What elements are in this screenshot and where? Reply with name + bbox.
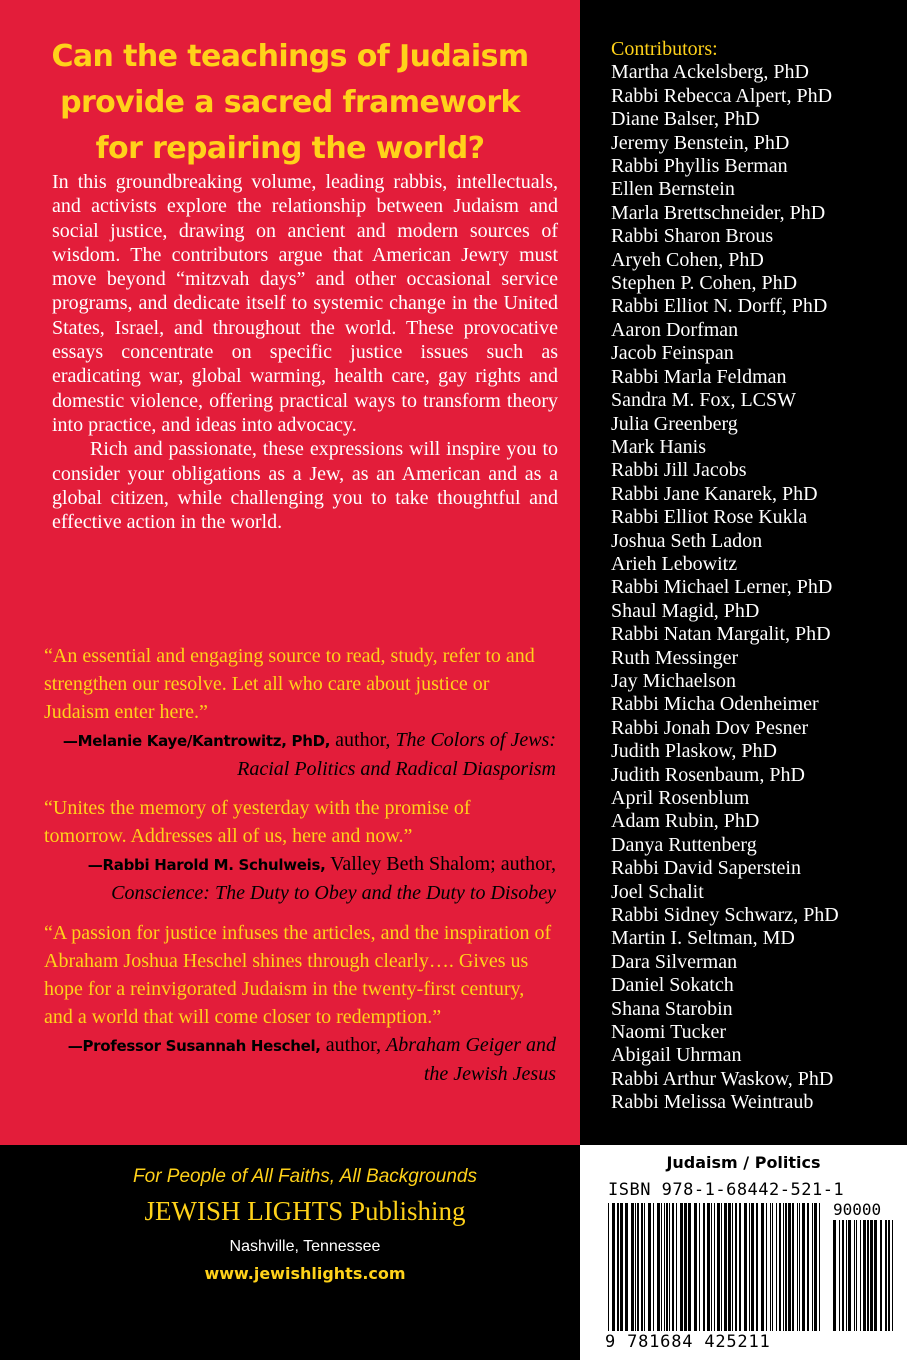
endorsement-quote-1 <box>44 642 556 783</box>
ean-digits: 9 781684 425211 <box>605 1332 771 1352</box>
publisher-location: Nashville, Tennessee <box>229 1238 381 1255</box>
headline-line-1: Can the teachings of Judaism <box>51 39 529 74</box>
contributor-name: Danya Ruttenberg <box>611 833 757 856</box>
barcode-bar <box>664 1203 665 1331</box>
book-category: Judaism / Politics <box>666 1153 821 1172</box>
barcode-bar <box>814 1203 817 1331</box>
contributor-name: Rabbi Elliot N. Dorff, PhD <box>611 295 828 318</box>
contributor-name: Judith Plaskow, PhD <box>611 740 777 763</box>
contributor-name: Rabbi Melissa Weintraub <box>611 1091 814 1114</box>
barcode-bar <box>680 1203 683 1331</box>
quote-text: “Unites the memory of yesterday with the promise of tomorrow. Addresses all of us, here and now.” <box>44 797 471 847</box>
barcode-bar <box>819 1203 820 1331</box>
barcode-bar <box>785 1203 787 1331</box>
barcode-bar <box>756 1203 758 1331</box>
barcode-bar <box>792 1203 794 1331</box>
contributor-name: Rabbi Elliot Rose Kukla <box>611 506 808 529</box>
contributor-name: Rabbi Arthur Waskow, PhD <box>611 1067 834 1090</box>
contributor-name: Rabbi Natan Margalit, PhD <box>611 623 831 646</box>
isbn-barcode <box>608 1203 826 1331</box>
barcode-bar <box>703 1203 705 1331</box>
barcode-bar <box>856 1220 857 1331</box>
barcode-bar <box>625 1203 628 1331</box>
barcode-bar <box>867 1220 869 1331</box>
contributors-list <box>611 61 901 1114</box>
barcode-bar <box>676 1203 677 1331</box>
description <box>52 170 558 534</box>
barcode-bar <box>761 1203 764 1331</box>
quote-author-role: Valley Beth Shalom; author, <box>325 853 556 875</box>
barcode-bar <box>657 1203 660 1331</box>
contributor-name: Shaul Magid, PhD <box>611 599 760 622</box>
barcode-bar <box>802 1203 805 1331</box>
barcode-bar <box>735 1203 737 1331</box>
barcode-bar <box>714 1203 715 1331</box>
barcode-bar <box>779 1203 781 1331</box>
barcode-bar <box>635 1203 636 1331</box>
quote-attribution <box>44 850 556 907</box>
barcode-bar <box>751 1203 754 1331</box>
contributor-name: Jay Michaelson <box>611 669 736 692</box>
barcode-bar <box>885 1220 887 1331</box>
quote-work: Abraham Geiger and the Jewish Jesus <box>386 1034 556 1085</box>
barcode-bar <box>666 1203 668 1331</box>
barcode-bar <box>711 1203 712 1331</box>
quote-author-role: author, <box>320 1034 387 1056</box>
barcode-bar <box>717 1203 720 1331</box>
contributor-name: Martha Ackelsberg, PhD <box>611 61 809 84</box>
quote-author: —Professor Susannah Heschel, <box>67 1037 321 1055</box>
description-paragraph-1: In this groundbreaking volume, leading rabbis, intellectuals, and activists explore the relationship between Judaism and social justice, drawing on ancient and modern sources of wisdom. The contributors argue that American Jewry must move beyond “mitzvah days” and other occasional service programs, and dedicate itself to systemic change in the United States, Israel, and throughout the world. These provocative essays concentrate on specific justice issues such as eradicating war, global warming, health care, gay rights and domestic violence, offering practical ways to transform theory into practice, and ideas into advocacy. <box>52 171 558 436</box>
barcode-bar <box>797 1203 798 1331</box>
barcode-bar <box>833 1220 836 1331</box>
barcode-bar <box>620 1203 623 1331</box>
contributor-name: Naomi Tucker <box>611 1021 726 1044</box>
contributor-name: Julia Greenberg <box>611 412 738 435</box>
barcode-bar <box>684 1203 687 1331</box>
contributor-name: Joel Schalit <box>611 880 704 903</box>
barcode-bar <box>688 1203 691 1331</box>
price-code: 90000 <box>833 1200 882 1219</box>
quote-text: “A passion for justice infuses the articles, and the inspiration of Abraham Joshua Heschel shines through clearly…. Gives us hope for a reinvigorated Judaism in the twenty-first century, and a world that will come closer to redemption.” <box>44 922 552 1028</box>
contributor-name: Rabbi David Saperstein <box>611 857 801 880</box>
contributor-name: Marla Brettschneider, PhD <box>611 201 826 224</box>
barcode-bar <box>854 1220 855 1331</box>
contributor-name: Ellen Bernstein <box>611 178 735 201</box>
contributor-name: Arieh Lebowitz <box>611 552 738 575</box>
contributor-name: Rabbi Michael Lerner, PhD <box>611 576 833 599</box>
barcode-bar <box>839 1220 840 1331</box>
quote-attribution <box>44 726 556 783</box>
quote-author-role: author, <box>330 729 396 751</box>
price-barcode <box>833 1220 897 1331</box>
headline <box>30 34 550 172</box>
contributor-name: Daniel Sokatch <box>611 974 734 997</box>
barcode-bar <box>612 1203 615 1331</box>
barcode-bar <box>653 1203 654 1331</box>
endorsement-quote-3 <box>44 919 556 1088</box>
contributor-name: Aryeh Cohen, PhD <box>611 248 764 271</box>
contributor-name: Diane Balser, PhD <box>611 108 760 131</box>
barcode-bar <box>766 1203 767 1331</box>
quote-attribution <box>44 1031 556 1088</box>
barcode-bar <box>842 1220 844 1331</box>
barcode-bar <box>732 1203 733 1331</box>
barcode-bar <box>776 1203 777 1331</box>
barcode-bar <box>728 1203 731 1331</box>
quote-text: “An essential and engaging source to read, study, refer to and strengthen our resolve. Let all who care about justice or Judaism enter here.” <box>44 645 535 723</box>
contributor-name: Rabbi Marla Feldman <box>611 365 787 388</box>
contributor-name: Rabbi Rebecca Alpert, PhD <box>611 84 833 107</box>
contributors-title: Contributors: <box>611 38 718 60</box>
contributor-name: Rabbi Jonah Dov Pesner <box>611 716 809 739</box>
barcode-bar <box>874 1220 877 1331</box>
contributor-name: Rabbi Micha Odenheimer <box>611 693 819 716</box>
contributor-name: Judith Rosenbaum, PhD <box>611 763 805 786</box>
isbn-number: ISBN 978-1-68442-521-1 <box>608 1180 845 1200</box>
contributor-name: Martin I. Seltman, MD <box>611 927 795 950</box>
contributor-name: Aaron Dorfman <box>611 318 739 341</box>
publisher-name: JEWISH LIGHTS Publishing <box>144 1196 466 1226</box>
barcode-bar <box>799 1203 800 1331</box>
contributor-name: April Rosenblum <box>611 787 750 809</box>
barcode-bar <box>724 1203 727 1331</box>
quote-work: The Colors of Jews: Racial Politics and Radical Diasporism <box>237 729 556 780</box>
barcode-bar <box>888 1220 890 1331</box>
barcode-bar <box>739 1203 741 1331</box>
contributor-name: Rabbi Sharon Brous <box>611 225 774 248</box>
barcode-bar <box>672 1203 674 1331</box>
contributor-name: Jacob Feinspan <box>611 342 734 365</box>
barcode-bar <box>648 1203 651 1331</box>
barcode-bar <box>669 1203 670 1331</box>
barcode-bar <box>644 1203 645 1331</box>
barcode-bar <box>860 1220 861 1331</box>
contributor-name: Ruth Messinger <box>611 646 739 669</box>
barcode-bar <box>772 1203 773 1331</box>
barcode-bar <box>707 1203 710 1331</box>
contributor-name: Mark Hanis <box>611 435 706 458</box>
contributor-name: Stephen P. Cohen, PhD <box>611 272 798 295</box>
barcode-bar <box>863 1220 866 1331</box>
quote-author: —Melanie Kaye/Kantrowitz, PhD, <box>62 732 331 750</box>
barcode-bar <box>637 1203 639 1331</box>
barcode-bar <box>617 1203 619 1331</box>
contributor-name: Rabbi Sidney Schwarz, PhD <box>611 904 839 927</box>
barcode-bar <box>807 1203 809 1331</box>
barcode-bar <box>608 1203 609 1331</box>
contributor-name: Jeremy Benstein, PhD <box>611 131 790 154</box>
barcode-bar <box>661 1203 662 1331</box>
quote-author: —Rabbi Harold M. Schulweis, <box>87 856 326 874</box>
barcode-bar <box>631 1203 634 1331</box>
quote-work: Conscience: The Duty to Obey and the Duty to Disobey <box>111 882 556 904</box>
barcode-bar <box>846 1220 847 1331</box>
headline-line-2: provide a sacred framework <box>60 85 520 120</box>
barcode-bar <box>848 1220 851 1331</box>
headline-line-3: for repairing the world? <box>95 131 485 166</box>
barcode-bar <box>783 1203 784 1331</box>
contributor-name: Rabbi Phyllis Berman <box>611 155 788 178</box>
barcode-bar <box>699 1203 700 1331</box>
barcode-bar <box>892 1220 893 1331</box>
publisher-tagline: For People of All Faiths, All Backgrounds <box>133 1166 477 1187</box>
barcode-bar <box>880 1220 882 1331</box>
barcode-bar <box>812 1203 813 1331</box>
endorsement-quote-2 <box>44 794 556 907</box>
contributor-name: Dara Silverman <box>611 950 738 973</box>
description-paragraph-2: Rich and passionate, these expressions will inspire you to consider your obligations as a Jew, as an American and as a global citizen, while challenging you to take thoughtful and effective action in the world. <box>52 438 558 534</box>
barcode-bar <box>641 1203 643 1331</box>
barcode-bar <box>694 1203 697 1331</box>
contributor-name: Abigail Uhrman <box>611 1044 742 1067</box>
barcode-bar <box>721 1203 722 1331</box>
barcode-bar <box>744 1203 747 1331</box>
contributor-name: Shana Starobin <box>611 997 733 1020</box>
contributor-name: Sandra M. Fox, LCSW <box>611 389 796 412</box>
publisher-website[interactable]: www.jewishlights.com <box>204 1264 406 1283</box>
contributor-name: Rabbi Jill Jacobs <box>611 459 747 482</box>
barcode-bar <box>788 1203 791 1331</box>
contributor-name: Rabbi Jane Kanarek, PhD <box>611 482 818 505</box>
contributor-name: Adam Rubin, PhD <box>611 810 760 833</box>
barcode-bar <box>770 1203 771 1331</box>
barcode-bar <box>749 1203 750 1331</box>
barcode-bar <box>870 1220 873 1331</box>
contributor-name: Joshua Seth Ladon <box>611 529 763 552</box>
contributors-section <box>611 38 901 1115</box>
